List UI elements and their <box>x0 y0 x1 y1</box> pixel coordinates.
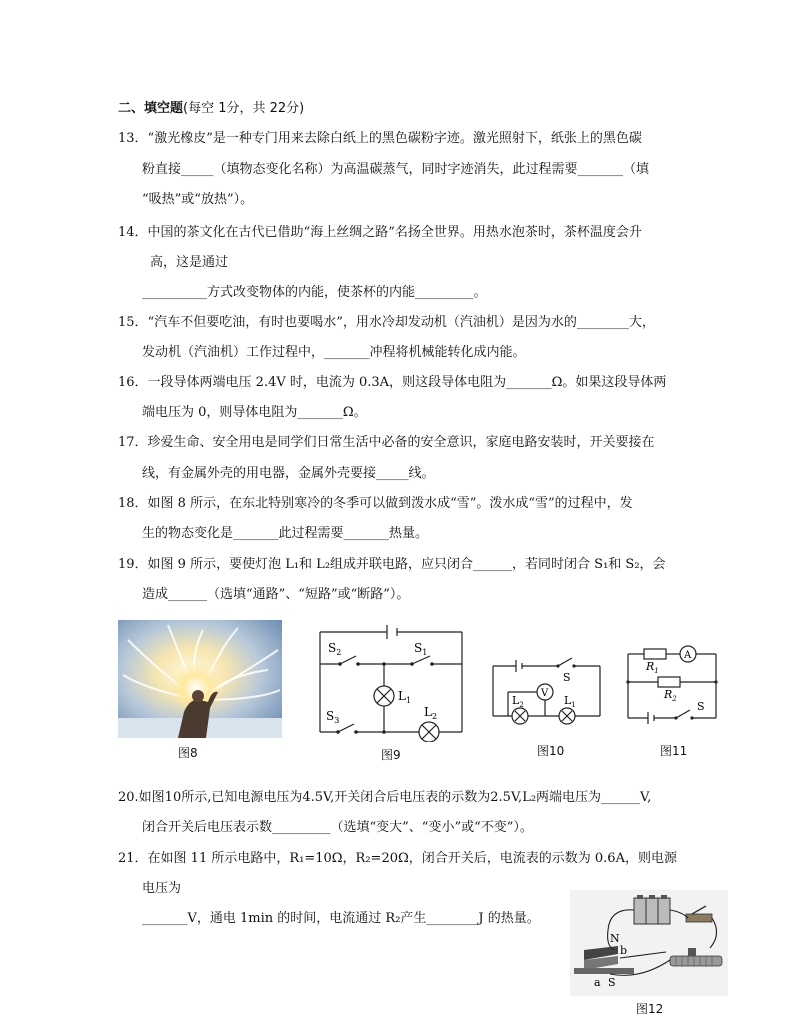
question-20-line-2: 闭合开关后电压表示数_________（选填“变大”、“变小”或“不变”）。 <box>142 820 533 835</box>
fig12-label-a: a <box>594 976 601 989</box>
fig11-label-r2: $R_2$ <box>664 688 677 703</box>
fig9-label-l1: $L_1$ <box>398 689 412 705</box>
fig10-label-s: S <box>563 671 571 684</box>
figure-8-photo <box>118 620 282 738</box>
fig9-label-l2: $L_2$ <box>424 705 438 721</box>
fig12-label-b: b <box>620 944 628 957</box>
figure-12-caption: 图12 <box>636 1002 664 1016</box>
fig11-label-s: S <box>697 700 705 713</box>
question-17-line-1: 17．珍爱生命、安全用电是同学们日常生活中必备的安全意识，家庭电路安装时，开关要接在 <box>118 435 655 450</box>
question-18-line-1: 18．如图 8 所示，在东北特别寒冷的冬季可以做到泼水成“雪”。泼水成“雪”的过程中，发 <box>118 496 633 511</box>
figure-10-diagram <box>488 654 606 734</box>
question-15-line-2: 发动机（汽油机）工作过程中，_______冲程将机械能转化成内能。 <box>142 345 526 360</box>
question-21-line-2: 电压为 <box>142 881 182 896</box>
fig12-label-n: N <box>610 932 620 945</box>
question-13-line-3: “吸热”或“放热”）。 <box>142 192 254 207</box>
section-title <box>118 100 304 118</box>
question-16-line-1: 16．一段导体两端电压 2.4V 时，电流为 0.3A，则这段导体电阻为_______Ω。如果这段导体两 <box>118 375 667 390</box>
question-13-line-2: 粉直接_____（填物态变化名称）为高温碳蒸气，同时字迹消失，此过程需要_______（填 <box>142 162 650 177</box>
fig11-label-r1: $R_1$ <box>646 660 659 675</box>
fig9-label-s2: $S_2$ <box>328 641 342 657</box>
section-title-text: 二、填空题 <box>118 101 184 116</box>
figure-10-caption: 图10 <box>537 744 565 758</box>
figure-12-apparatus <box>570 890 728 996</box>
question-16-line-2: 端电压为 0，则导体电阻为_______Ω。 <box>142 405 367 420</box>
question-13-line-1: 13．“激光橡皮”是一种专门用来去除白纸上的黑色碳粉字迹。激光照射下，纸张上的黑色碳 <box>118 131 642 146</box>
question-19-line-1: 19．如图 9 所示，要使灯泡 L₁和 L₂组成并联电路，应只闭合______，若同时闭合 S₁和 S₂，会 <box>118 557 666 572</box>
figure-12-diagram <box>570 890 728 996</box>
fig12-label-s: S <box>608 976 616 989</box>
fig9-label-s3: $S_3$ <box>326 709 340 725</box>
figure-11-diagram <box>622 642 722 724</box>
figure-11-circuit <box>622 642 722 724</box>
fig10-label-l2: $L_2$ <box>512 694 524 709</box>
fig9-label-s1: $S_1$ <box>414 641 428 657</box>
figure-11-caption: 图11 <box>660 744 688 758</box>
question-15-line-1: 15．“汽车不但要吃油，有时也要喝水”，用水冷却发动机（汽油机）是因为水的________大， <box>118 315 655 330</box>
figure-9-caption: 图9 <box>381 748 401 762</box>
figure-9-circuit <box>312 620 470 742</box>
question-14-line-2: 高，这是通过 <box>150 255 229 270</box>
fig11-label-a: A <box>684 650 692 661</box>
figure-10-circuit <box>488 654 606 734</box>
question-21-line-1: 21．在如图 11 所示电路中，R₁=10Ω，R₂=20Ω，闭合开关后，电流表的示数为 0.6A，则电源 <box>118 851 677 866</box>
question-14-line-3: __________方式改变物体的内能，使茶杯的内能_________。 <box>142 285 487 300</box>
fig10-label-v: V <box>541 688 549 699</box>
question-20-line-1: 20.如图10所示,已知电源电压为4.5V,开关闭合后电压表的示数为2.5V,L₂两端电压为______V, <box>118 790 652 805</box>
question-19-line-2: 造成______（选填“通路”、“短路”或“断路”）。 <box>142 587 410 602</box>
fig10-label-l1: $L_1$ <box>564 694 576 709</box>
figure-8-caption: 图8 <box>178 746 198 760</box>
question-14-line-1: 14．中国的茶文化在古代已借助“海上丝绸之路”名扬全世界。用热水泡茶时，茶杯温度会升 <box>118 225 642 240</box>
question-21-line-3: _______V，通电 1min 的时间，电流通过 R₂产生________J 的热量。 <box>142 911 540 926</box>
section-subtitle: (每空 1分，共 22分) <box>183 101 305 116</box>
question-17-line-2: 线，有金属外壳的用电器，金属外壳要接_____线。 <box>142 466 435 481</box>
figure-8-illustration <box>118 620 282 738</box>
question-18-line-2: 生的物态变化是_______此过程需要_______热量。 <box>142 526 429 541</box>
figure-9-diagram <box>312 620 470 742</box>
